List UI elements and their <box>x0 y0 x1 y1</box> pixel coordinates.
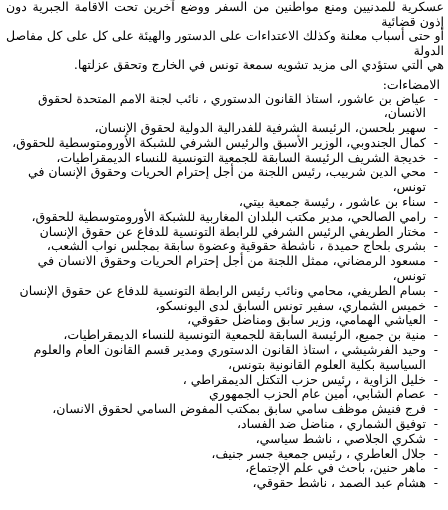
signatory-item: - مسعود الرمضاني، ممثل اللجنة من أجل إحترام الحريات وحقوق الانسان في تونس، <box>4 254 440 284</box>
signatory-item: - وحيد الفرشيشي ، استاذ القانون الدستوري ومدير قسم القانون العام والعلوم السياسية بكلية العلوم القانونية بتونس، <box>4 343 440 373</box>
signatory-item: - رامي الصالحي، مدير مكتب البلدان المغاربية للشبكة الأورومتوسطية للحقوق، <box>4 210 440 225</box>
signatory-item: - هشام عبد الصمد ، ناشط حقوقي، <box>4 476 440 491</box>
signatory-item: - بسام الطريفي، محامي ونائب رئيس الرابطة التونسية للدفاع عن حقوق الإنسان <box>4 284 440 299</box>
signatory-item: - محي الدين شربيب، رئيس اللجنة من أجل إحترام الحريات وحقوق الإنسان في تونس، <box>4 165 440 195</box>
signatory-item: - كمال الجندوبي، الوزير الأسبق والرئيس الشرفي للشبكة الأورومتوسطية للحقوق، <box>4 136 440 151</box>
intro-line: هي التي ستؤدي الى مزيد تشويه سمعة تونس في الخارج وتحقق عزلتها. <box>73 57 444 72</box>
signatory-item: - فرج فنيش موظف سامي سابق بمكتب المفوض السامي لحقوق الانسان، <box>4 402 440 417</box>
signatory-item: - توفيق الشماري ، مناضل ضد الفساد، <box>4 417 440 432</box>
signatory-item: - خميس الشماري، سفير تونس السابق لدى اليونسكو، <box>4 299 440 314</box>
signatures-heading: الامضاءات: <box>382 76 440 92</box>
intro-line: عسكرية للمدنيين ومنع مواطنين من السفر ووضع آخرين تحت الاقامة الجبرية دون إذون قضائية <box>6 0 444 29</box>
signatory-item: - العياشي الهمامي، وزير سابق ومناضل حقوقي، <box>4 313 440 328</box>
signatory-item: - عياض بن عاشور، استاذ القانون الدستوري ، نائب لجنة الامم المتحدة لحقوق الانسان، <box>4 92 440 122</box>
signatory-item: - جلال العاطري ، رئيس جمعية جسر جنيف، <box>4 447 440 462</box>
signatory-item: - منية بن جميع، الرئيسة السابقة للجمعية التونسية للنساء الديمقراطيات، <box>4 328 440 343</box>
signatory-item: - خليل الزاوية ، رئيس حزب التكتل الديمقراطي ، <box>4 373 440 388</box>
signatory-item: - ماهر حنين، باحث في علم الإجتماع، <box>4 461 440 476</box>
signatory-item: - خديجة الشريف الرئيسة السابقة للجمعية التونسية للنساء الديمقراطيات، <box>4 151 440 166</box>
intro-line: أو حتى أسباب معلنة وكذلك الاعتداءات على الدستور والهيئة على كل على كل مفاصل الدولة <box>6 28 444 58</box>
signatory-item: - مختار الطريفي الرئيس الشرفي للرابطة التونسية للدفاع عن حقوق الإنسان <box>4 225 440 240</box>
signatory-item: - سناء بن عاشور ، رئيسة جمعية بيتي، <box>4 195 440 210</box>
signatory-item: - شكري الجلاصي ، ناشط سياسي، <box>4 432 440 447</box>
intro-paragraph <box>0 0 448 73</box>
signatories-list <box>0 92 448 492</box>
signatory-item: - عصام الشابي، أمين عام الحزب الجمهوري <box>4 387 440 402</box>
signatory-item: - بشرى بلحاج حميدة ، ناشطة حقوقية وعضوة سابقة بمجلس نواب الشعب، <box>4 239 440 254</box>
signatory-item: - سهير بلحسن، الرئيسة الشرفية للفدرالية الدولية لحقوق الإنسان، <box>4 121 440 136</box>
